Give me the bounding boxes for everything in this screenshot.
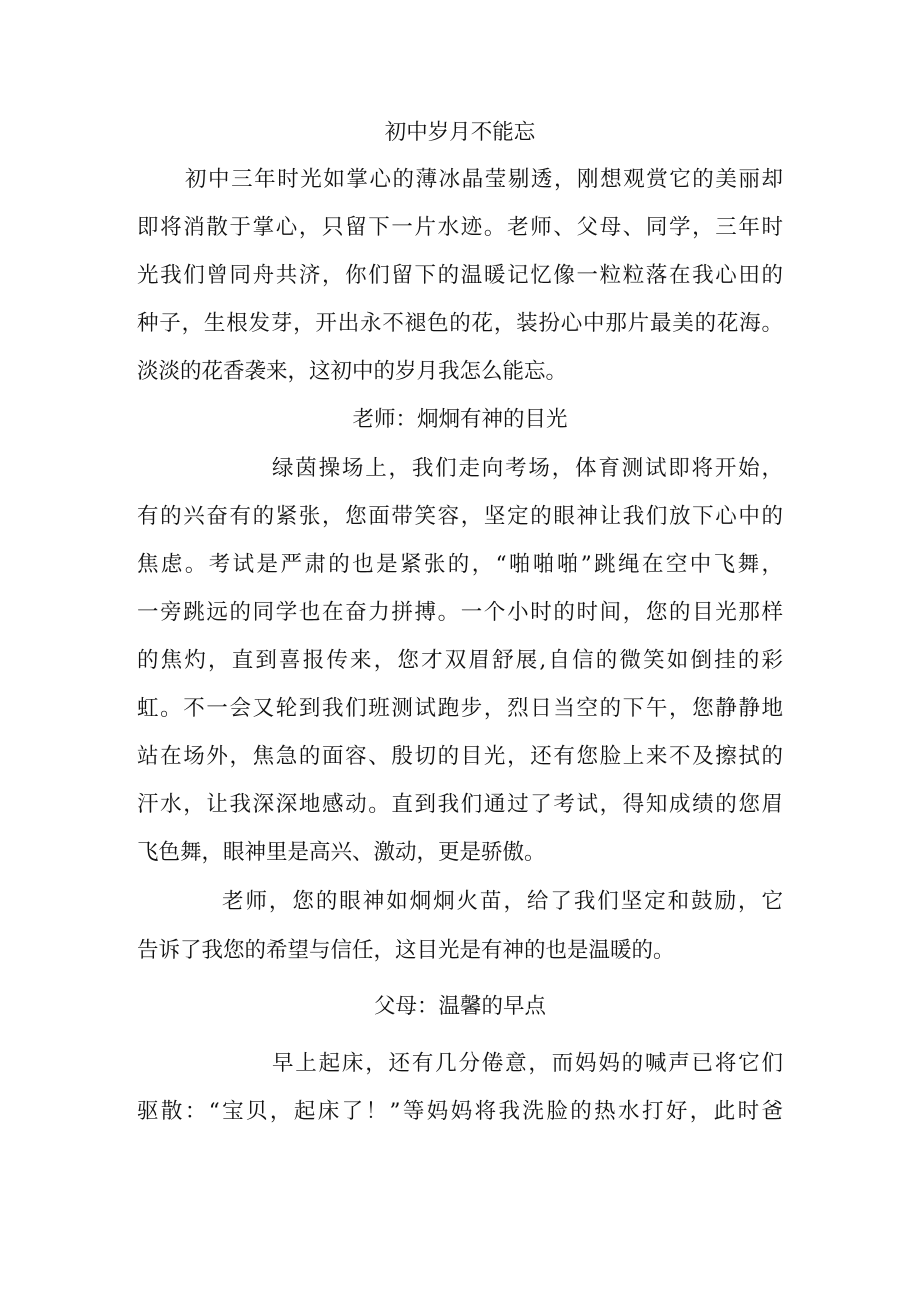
text-line: 焦虑。考试是严肃的也是紧张的，“啪啪啪”跳绳在空中飞舞， bbox=[137, 552, 783, 577]
text-line: 有的兴奋有的紧张，您面带笑容，坚定的眼神让我们放下心中的 bbox=[137, 504, 783, 529]
text-line: 的焦灼，直到喜报传来，您才双眉舒展,自信的微笑如倒挂的彩 bbox=[137, 648, 783, 673]
section-heading-teacher: 老师：炯炯有神的目光 bbox=[352, 407, 568, 432]
text-line: 一旁跳远的同学也在奋力拼搏。一个小时的时间，您的目光那样 bbox=[137, 600, 783, 625]
text-line: 汗水，让我深深地感动。直到我们通过了考试，得知成绩的您眉 bbox=[137, 792, 783, 817]
text-line: 老师，您的眼神如炯炯火苗，给了我们坚定和鼓励，它 bbox=[222, 889, 783, 914]
text-line: 种子，生根发芽，开出永不褪色的花，装扮心中那片最美的花海。 bbox=[137, 311, 783, 336]
text-line: 站在场外，焦急的面容、殷切的目光，还有您脸上来不及擦拭的 bbox=[137, 744, 783, 769]
text-line: 绿茵操场上，我们走向考场，体育测试即将开始， bbox=[272, 456, 783, 481]
text-line: 驱散：“宝贝，起床了！”等妈妈将我洗脸的热水打好，此时爸 bbox=[137, 1099, 783, 1124]
text-line: 告诉了我您的希望与信任，这目光是有神的也是温暖的。 bbox=[137, 938, 675, 963]
text-line: 虹。不一会又轮到我们班测试跑步，烈日当空的下午，您静静地 bbox=[137, 696, 783, 721]
text-line: 早上起床，还有几分倦意，而妈妈的喊声已将它们 bbox=[272, 1051, 783, 1076]
text-line: 初中三年时光如掌心的薄冰晶莹剔透，刚想观赏它的美丽却 bbox=[185, 167, 783, 192]
text-line: 光我们曾同舟共济，你们留下的温暖记忆像一粒粒落在我心田的 bbox=[137, 263, 783, 288]
text-line: 淡淡的花香袭来，这初中的岁月我怎么能忘。 bbox=[137, 359, 568, 384]
section-heading-parents: 父母：温馨的早点 bbox=[373, 994, 546, 1019]
text-line: 即将消散于掌心，只留下一片水迹。老师、父母、同学，三年时 bbox=[137, 215, 783, 240]
document-title: 初中岁月不能忘 bbox=[384, 120, 536, 145]
text-line: 飞色舞，眼神里是高兴、激动，更是骄傲。 bbox=[137, 840, 546, 865]
